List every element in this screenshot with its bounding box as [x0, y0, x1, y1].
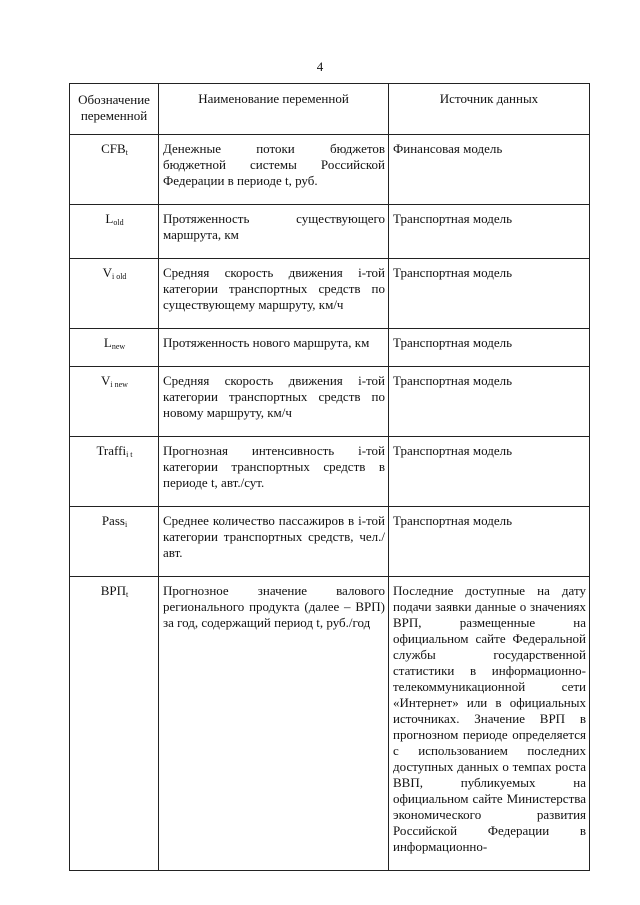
symbol-subscript: i t	[126, 450, 133, 459]
variable-name: Средняя скорость движения i-той категории транспортных средств по новому маршруту, км/ч	[159, 367, 389, 437]
symbol-main: CFB	[101, 141, 126, 156]
symbol-subscript: t	[125, 148, 128, 157]
symbol-subscript: i new	[110, 380, 128, 389]
symbol-subscript: i old	[111, 272, 127, 281]
header-source: Источник данных	[389, 84, 590, 135]
variable-name: Среднее количество пассажиров в i-той категории транспортных средств, чел./авт.	[159, 507, 389, 577]
variable-symbol	[70, 507, 159, 577]
symbol-main: Pass	[101, 513, 125, 528]
symbol-subscript: old	[113, 218, 124, 227]
table-row	[70, 259, 590, 329]
table-row	[70, 367, 590, 437]
symbol-main: Traffi	[96, 443, 127, 458]
variable-symbol	[70, 135, 159, 205]
table-row	[70, 135, 590, 205]
variable-name: Прогнозное значение валового регионального продукта (далее – ВРП) за год, содержащий период t, руб./год	[159, 577, 389, 871]
variable-symbol	[70, 577, 159, 871]
variable-symbol	[70, 329, 159, 367]
table-row	[70, 577, 590, 871]
data-source: Последние доступные на дату подачи заявки данные о значениях ВРП, размещенные на официальном сайте Федеральной службы государственной статистики в информационно-телекоммуникационной сети «Интернет» или в официальных источниках. Значение ВРП в прогнозном периоде определяется с использованием последних доступных данных о темпах роста ВВП, публикуемых на официальном сайте Министерства экономического развития Российской Федерации в информационно-	[389, 577, 590, 871]
symbol-main: L	[105, 211, 114, 226]
variable-name: Протяженность нового маршрута, км	[159, 329, 389, 367]
table-row	[70, 205, 590, 259]
data-source: Транспортная модель	[389, 205, 590, 259]
data-source: Транспортная модель	[389, 437, 590, 507]
table-row	[70, 507, 590, 577]
symbol-subscript: t	[126, 590, 129, 599]
symbol-subscript: new	[111, 342, 126, 351]
variable-name: Средняя скорость движения i-той категории транспортных средств по существующему маршруту, км/ч	[159, 259, 389, 329]
data-source: Транспортная модель	[389, 367, 590, 437]
table-row	[70, 329, 590, 367]
header-symbol: Обозначение переменной	[70, 84, 159, 135]
variable-symbol	[70, 367, 159, 437]
variable-symbol	[70, 437, 159, 507]
symbol-main: V	[101, 373, 111, 388]
variable-name: Протяженность существующего маршрута, км	[159, 205, 389, 259]
variables-table	[69, 83, 590, 871]
data-source: Транспортная модель	[389, 259, 590, 329]
symbol-main: V	[102, 265, 112, 280]
symbol-main: ВРП	[100, 583, 127, 598]
variable-symbol	[70, 205, 159, 259]
symbol-subscript: i	[124, 520, 128, 529]
data-source: Транспортная модель	[389, 507, 590, 577]
variable-name: Прогнозная интенсивность i-той категории транспортных средств в периоде t, авт./сут.	[159, 437, 389, 507]
variable-symbol	[70, 259, 159, 329]
table-header-row	[70, 84, 590, 135]
page-number: 4	[316, 59, 324, 74]
data-source: Финансовая модель	[389, 135, 590, 205]
table-row	[70, 437, 590, 507]
symbol-main: L	[103, 335, 112, 350]
data-source: Транспортная модель	[389, 329, 590, 367]
header-name: Наименование переменной	[159, 84, 389, 135]
variable-name: Денежные потоки бюджетов бюджетной системы Российской Федерации в периоде t, руб.	[159, 135, 389, 205]
